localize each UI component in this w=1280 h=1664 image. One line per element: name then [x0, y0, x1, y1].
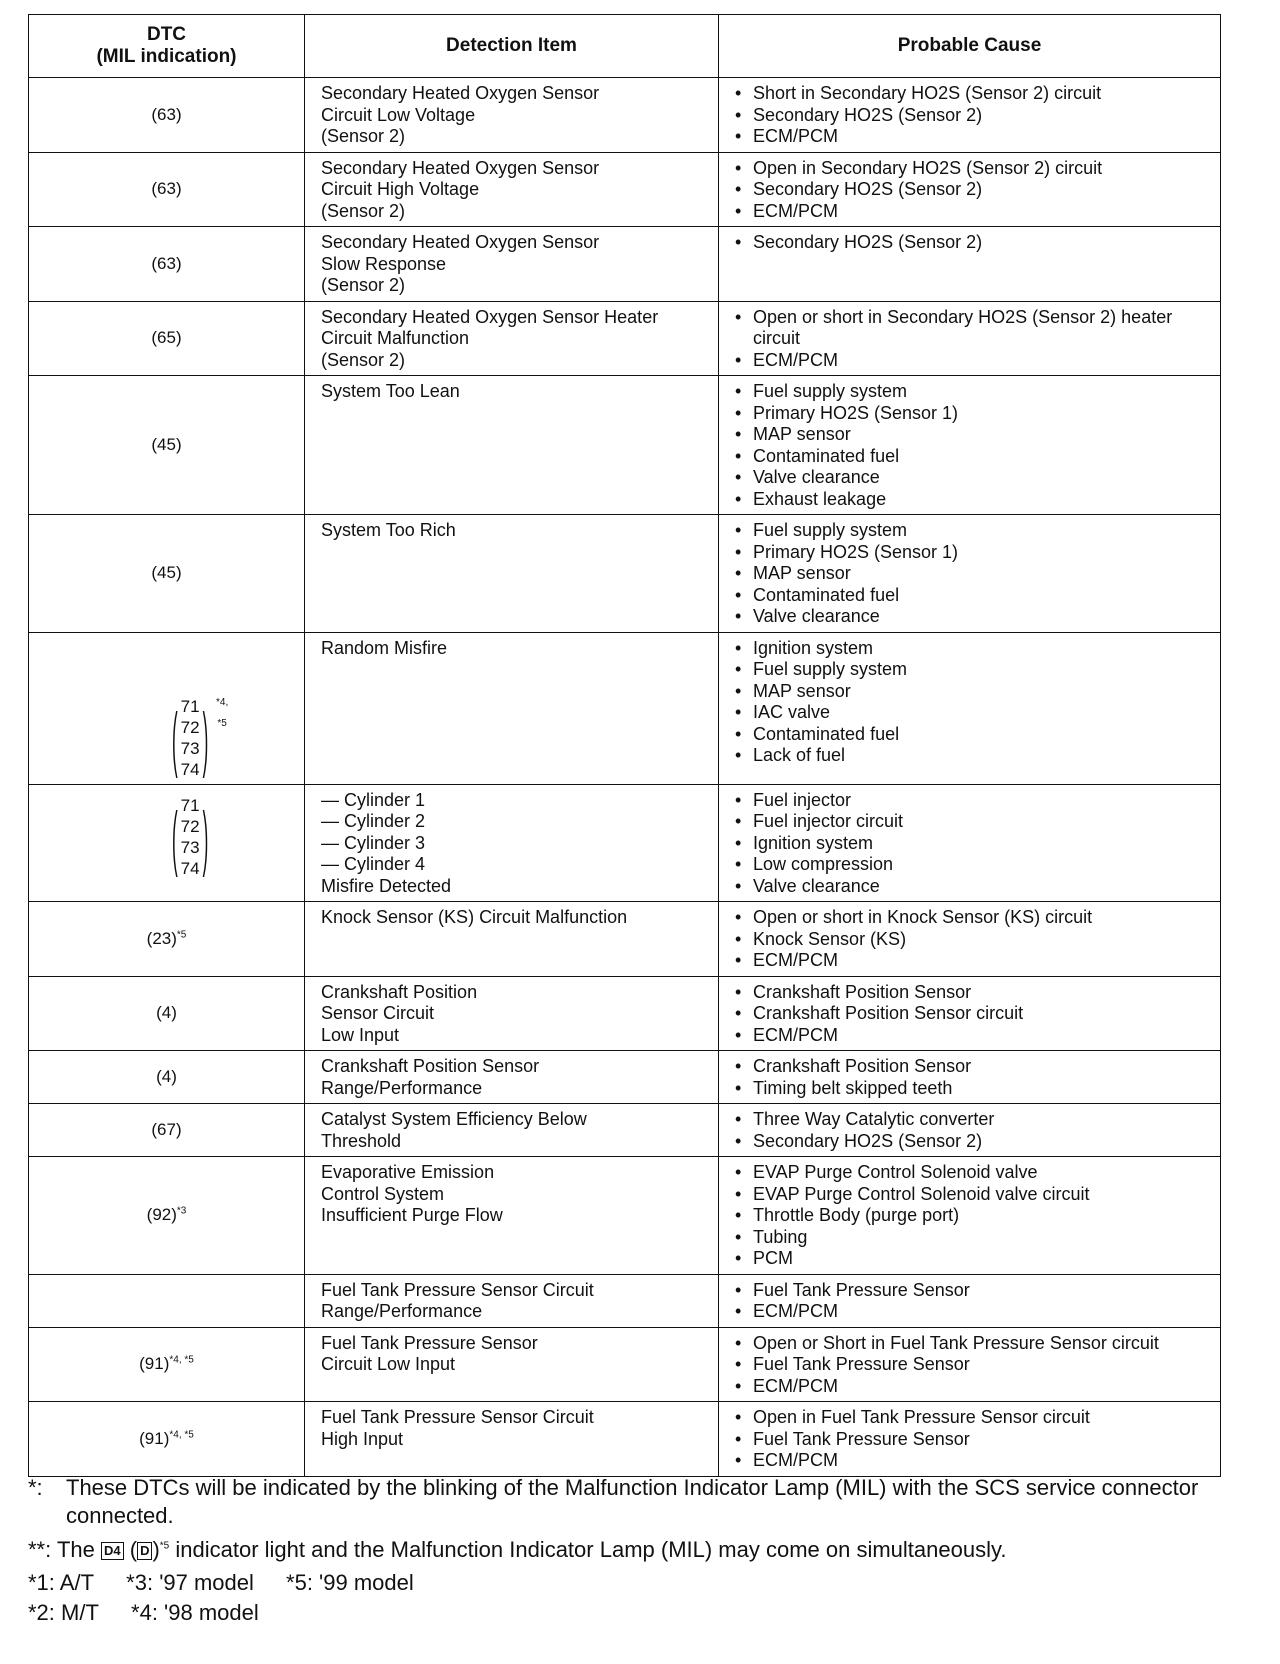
footnote-legend [28, 1568, 1220, 1628]
legend-99: *5: '99 model [286, 1570, 414, 1595]
probable-cause-cell [719, 976, 1221, 1051]
detection-item-line: Circuit High Voltage [321, 179, 480, 199]
dtc-code: (63) [151, 104, 182, 124]
table-row [29, 1104, 1221, 1157]
cause-list [735, 307, 1212, 372]
table-row [29, 152, 1221, 227]
dtc-code: (65) [151, 328, 182, 348]
detection-item-line: System Too Rich [321, 520, 456, 540]
d-indicator-icon: D [137, 1542, 152, 1560]
cause-item: • MAP sensor [735, 681, 1212, 703]
cause-item: • Valve clearance [735, 876, 1212, 898]
cause-item: • IAC valve [735, 702, 1212, 724]
dtc-code-cell [29, 902, 305, 977]
detection-item-line: Circuit Low Input [321, 1354, 456, 1374]
dtc-code: 71 [180, 696, 200, 716]
detection-item-line: Range/Performance [321, 1077, 483, 1098]
legend-98: *4: '98 model [131, 1600, 259, 1625]
detection-item-line: Low Input [321, 1024, 400, 1045]
table-row [29, 78, 1221, 153]
detection-item-line: Circuit Malfunction [321, 328, 470, 348]
detection-item-cell [305, 1402, 719, 1477]
detection-item-line: Random Misfire [321, 637, 448, 658]
detection-item-cell [305, 1157, 719, 1275]
detection-item-line: Secondary Heated Oxygen Sensor Heater [321, 306, 659, 327]
detection-item-line: Fuel Tank Pressure Sensor [321, 1332, 538, 1353]
cause-item: • Exhaust leakage [735, 489, 1212, 511]
cause-item: • Fuel injector [735, 790, 1212, 812]
cause-item: • ECM/PCM [735, 350, 1212, 372]
cause-item: • Crankshaft Position Sensor circuit [735, 1003, 1212, 1025]
dtc-code-cell [29, 376, 305, 515]
dtc-code-cell [29, 227, 305, 302]
cause-list [735, 1109, 1212, 1152]
cause-item: • ECM/PCM [735, 1450, 1212, 1472]
detection-item-line: Control System [321, 1183, 445, 1204]
detection-item-line: Range/Performance [321, 1301, 483, 1321]
cause-item: • Fuel Tank Pressure Sensor [735, 1354, 1212, 1376]
detection-item-cell [305, 902, 719, 977]
cause-item: • ECM/PCM [735, 1376, 1212, 1398]
detection-item-line: Secondary Heated Oxygen Sensor [321, 83, 600, 103]
header-dtc [29, 15, 305, 78]
probable-cause-cell [719, 515, 1221, 633]
dtc-code-group [172, 795, 208, 879]
dtc-code: (91) [139, 1354, 170, 1374]
dtc-code-cell [29, 301, 305, 376]
detection-item-line: Fuel Tank Pressure Sensor Circuit [321, 1279, 594, 1300]
cause-item: • Ignition system [735, 833, 1212, 855]
cause-item: • Open or Short in Fuel Tank Pressure Sensor circuit [735, 1333, 1212, 1355]
detection-item-cell [305, 1274, 719, 1327]
cause-item: • Crankshaft Position Sensor [735, 1056, 1212, 1078]
header-dtc-line1: DTC [146, 24, 187, 45]
cause-item: • Open in Secondary HO2S (Sensor 2) circuit [735, 158, 1212, 180]
dtc-code: (45) [151, 435, 182, 454]
detection-item-cell [305, 976, 719, 1051]
cause-item: • Contaminated fuel [735, 585, 1212, 607]
detection-item-cell [305, 152, 719, 227]
cause-item: • Primary HO2S (Sensor 1) [735, 542, 1212, 564]
dtc-code: 71 [180, 795, 200, 815]
dtc-code-cell [29, 152, 305, 227]
detection-item-cell [305, 227, 719, 302]
dtc-code-list [178, 696, 203, 780]
note2-text: indicator light and the Malfunction Indicator Lamp (MIL) may come on simultaneously. [175, 1537, 1007, 1562]
cause-item: • Contaminated fuel [735, 446, 1212, 468]
bracket-right: ) [202, 796, 209, 877]
cause-list [735, 638, 1212, 767]
detection-item-line: Misfire Detected [321, 875, 452, 896]
cause-item: • ECM/PCM [735, 950, 1212, 972]
bracket-left: ( [172, 697, 178, 778]
dtc-code: 73 [180, 738, 200, 758]
dtc-code: (23) [146, 928, 177, 948]
cause-item: • Fuel supply system [735, 381, 1212, 403]
cause-item: • Ignition system [735, 638, 1212, 660]
detection-item-line: Knock Sensor (KS) Circuit Malfunction [321, 907, 628, 927]
dtc-code: 72 [180, 717, 200, 737]
detection-item-line: Threshold [321, 1130, 402, 1151]
probable-cause-cell [719, 152, 1221, 227]
cause-list [735, 907, 1212, 972]
table-row [29, 227, 1221, 302]
cause-list [735, 1056, 1212, 1099]
probable-cause-cell [719, 902, 1221, 977]
cause-list [735, 520, 1212, 628]
note1-text: These DTCs will be indicated by the blinking of the Malfunction Indicator Lamp (MIL) with the SCS service connector connected. [66, 1475, 1199, 1528]
legend-line-2 [28, 1598, 1220, 1628]
cause-item: • Secondary HO2S (Sensor 2) [735, 1131, 1212, 1153]
table-row [29, 376, 1221, 515]
table-row [29, 1051, 1221, 1104]
cause-item: • Primary HO2S (Sensor 1) [735, 403, 1212, 425]
detection-item-line: — Cylinder 3 [321, 832, 426, 853]
detection-item-line: Evaporative Emission [321, 1162, 495, 1182]
legend-97: *3: '97 model [126, 1570, 254, 1595]
cause-item: • EVAP Purge Control Solenoid valve circuit [735, 1184, 1212, 1206]
table-row [29, 1274, 1221, 1327]
legend-at: *1: A/T [28, 1570, 95, 1595]
cause-item: • Fuel injector circuit [735, 811, 1212, 833]
cause-item: • Tubing [735, 1227, 1212, 1249]
probable-cause-cell [719, 1402, 1221, 1477]
cause-item: • Valve clearance [735, 606, 1212, 628]
legend-mt: *2: M/T [28, 1600, 99, 1625]
cause-item: • Fuel Tank Pressure Sensor [735, 1280, 1212, 1302]
detection-item-cell [305, 1104, 719, 1157]
detection-item-line: (Sensor 2) [321, 126, 406, 146]
dtc-code: (91) [139, 1428, 170, 1448]
cause-item: • Contaminated fuel [735, 724, 1212, 746]
dtc-code-cell [29, 976, 305, 1051]
cause-item: • Short in Secondary HO2S (Sensor 2) circuit [735, 83, 1212, 105]
cause-list [735, 1280, 1212, 1323]
probable-cause-cell [719, 227, 1221, 302]
cause-item: • Open or short in Secondary HO2S (Sensor 2) heater circuit [735, 307, 1212, 350]
detection-item-cell [305, 1327, 719, 1402]
dtc-table-page [28, 14, 1220, 1477]
cause-item: • EVAP Purge Control Solenoid valve [735, 1162, 1212, 1184]
probable-cause-cell [719, 1274, 1221, 1327]
cause-item: • ECM/PCM [735, 201, 1212, 223]
detection-item-line: Fuel Tank Pressure Sensor Circuit [321, 1407, 594, 1427]
dtc-code: (4) [156, 1067, 177, 1086]
dtc-code-cell [29, 1402, 305, 1477]
detection-item-line: Catalyst System Efficiency Below [321, 1109, 587, 1129]
table-row [29, 1157, 1221, 1275]
bracket-left: ( [172, 796, 178, 877]
dtc-code-cell [29, 78, 305, 153]
note2-key: **: The [28, 1537, 95, 1562]
probable-cause-cell [719, 1051, 1221, 1104]
bracket-right: ) [202, 697, 209, 778]
detection-item-line: Circuit Low Voltage [321, 104, 476, 125]
detection-item-line: (Sensor 2) [321, 200, 406, 221]
cause-item: • ECM/PCM [735, 1025, 1212, 1047]
detection-item-line: System Too Lean [321, 381, 460, 401]
detection-item-line: Sensor Circuit [321, 1003, 435, 1023]
cause-item: • Throttle Body (purge port) [735, 1205, 1212, 1227]
dtc-code: 72 [180, 816, 200, 836]
dtc-code-cell [29, 632, 305, 784]
detection-item-cell [305, 784, 719, 902]
cause-list [735, 1333, 1212, 1398]
detection-item-cell [305, 1051, 719, 1104]
detection-item-cell [305, 376, 719, 515]
dtc-code-sup: *5 [176, 929, 187, 941]
dtc-code-cell [29, 1157, 305, 1275]
probable-cause-cell [719, 301, 1221, 376]
cause-item: • Lack of fuel [735, 745, 1212, 767]
header-probable-cause: Probable Cause [719, 15, 1221, 78]
table-row [29, 301, 1221, 376]
dtc-code-cell [29, 784, 305, 902]
dtc-code-cell [29, 1104, 305, 1157]
cause-list [735, 790, 1212, 898]
detection-item-cell [305, 515, 719, 633]
cause-item: • MAP sensor [735, 424, 1212, 446]
cause-item: • Crankshaft Position Sensor [735, 982, 1212, 1004]
cause-list [735, 1407, 1212, 1472]
dtc-code-sup: *4, *5 [169, 1429, 194, 1441]
cause-list [735, 83, 1212, 148]
note2-sup: *5 [159, 1540, 170, 1552]
cause-item: • ECM/PCM [735, 1301, 1212, 1323]
cause-list [735, 232, 1212, 254]
cause-item: • Three Way Catalytic converter [735, 1109, 1212, 1131]
dtc-code-sup: *4, *5 [216, 696, 229, 729]
d4-indicator-icon: D4 [101, 1542, 124, 1560]
probable-cause-cell [719, 1327, 1221, 1402]
cause-list [735, 158, 1212, 223]
dtc-code: (4) [156, 1003, 177, 1023]
detection-item-line: — Cylinder 1 [321, 789, 426, 810]
note-mil-blink [28, 1474, 1220, 1530]
note-indicator-light: **: The D4 ( D )$^{*5}$ indicator light and the Malfunction Indicator Lamp (MIL) may come on simultaneously. [28, 1537, 1007, 1562]
detection-item-line: — Cylinder 2 [321, 811, 426, 831]
probable-cause-cell [719, 784, 1221, 902]
cause-item: • Timing belt skipped teeth [735, 1078, 1212, 1100]
dtc-table [28, 14, 1221, 1477]
detection-item-cell [305, 78, 719, 153]
table-row [29, 1327, 1221, 1402]
probable-cause-cell [719, 376, 1221, 515]
cause-item: • MAP sensor [735, 563, 1212, 585]
probable-cause-cell [719, 1157, 1221, 1275]
cause-item: • Secondary HO2S (Sensor 2) [735, 179, 1212, 201]
cause-item: • Open or short in Knock Sensor (KS) circuit [735, 907, 1212, 929]
dtc-code-sup: *4, *5 [169, 1354, 194, 1366]
cause-item: • Fuel supply system [735, 659, 1212, 681]
note1-key: *: [28, 1475, 43, 1500]
dtc-code: (67) [151, 1120, 182, 1139]
probable-cause-cell [719, 78, 1221, 153]
cause-item: • Secondary HO2S (Sensor 2) [735, 232, 1212, 254]
dtc-code-cell [29, 1274, 305, 1327]
legend-line-1 [28, 1568, 1220, 1598]
dtc-code-cell [29, 1051, 305, 1104]
cause-item: • PCM [735, 1248, 1212, 1270]
header-dtc-line2: (MIL indication) [96, 46, 237, 67]
cause-item: • Secondary HO2S (Sensor 2) [735, 105, 1212, 127]
cause-item: • Low compression [735, 854, 1212, 876]
probable-cause-cell [719, 632, 1221, 784]
footnotes [28, 1474, 1220, 1628]
detection-item-line: Secondary Heated Oxygen Sensor [321, 232, 600, 252]
detection-item-line: Crankshaft Position Sensor [321, 1056, 540, 1076]
cause-item: • ECM/PCM [735, 126, 1212, 148]
detection-item-line: Insufficient Purge Flow [321, 1205, 503, 1225]
cause-list [735, 982, 1212, 1047]
detection-item-line: Crankshaft Position [321, 981, 478, 1002]
dtc-code: (92) [146, 1205, 177, 1225]
dtc-code-cell [29, 1327, 305, 1402]
cause-item: • Open in Fuel Tank Pressure Sensor circuit [735, 1407, 1212, 1429]
table-row [29, 784, 1221, 902]
dtc-code: (45) [151, 563, 182, 583]
detection-item-line: Secondary Heated Oxygen Sensor [321, 157, 600, 178]
table-header-row [29, 15, 1221, 78]
probable-cause-cell [719, 1104, 1221, 1157]
cause-item: • Valve clearance [735, 467, 1212, 489]
cause-item: • Knock Sensor (KS) [735, 929, 1212, 951]
cause-item: • Fuel Tank Pressure Sensor [735, 1429, 1212, 1451]
dtc-code: (63) [151, 253, 182, 273]
detection-item-line: — Cylinder 4 [321, 854, 426, 874]
dtc-code: 74 [180, 759, 200, 779]
detection-item-line: (Sensor 2) [321, 275, 406, 295]
header-detection-item: Detection Item [305, 15, 719, 78]
detection-item-line: (Sensor 2) [321, 349, 406, 370]
dtc-code: 74 [180, 858, 200, 878]
cause-list [735, 1162, 1212, 1270]
dtc-code: 73 [180, 837, 200, 857]
table-row [29, 1402, 1221, 1477]
detection-item-cell [305, 301, 719, 376]
dtc-code: (63) [151, 179, 182, 199]
dtc-code-list [178, 795, 203, 879]
detection-item-cell [305, 632, 719, 784]
detection-item-line: Slow Response [321, 253, 447, 274]
dtc-code-sup: *3 [176, 1205, 187, 1217]
cause-list [735, 381, 1212, 510]
dtc-code-cell [29, 515, 305, 633]
detection-item-line: High Input [321, 1428, 404, 1449]
cause-item: • Fuel supply system [735, 520, 1212, 542]
